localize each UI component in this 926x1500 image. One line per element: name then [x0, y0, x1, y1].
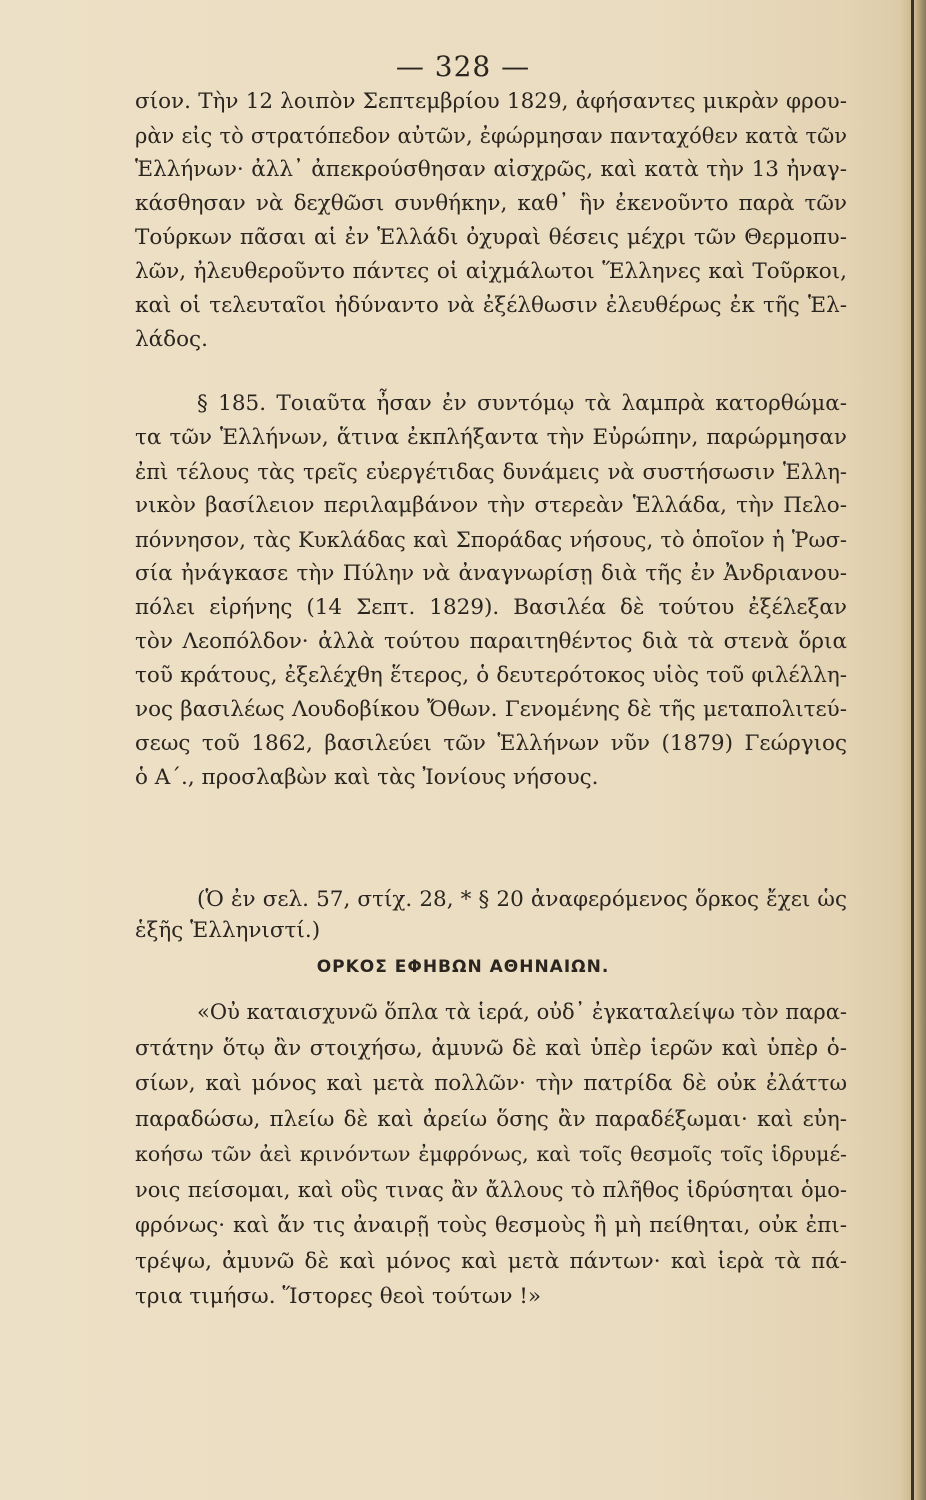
text-line: στάτην ὅτῳ ἂν στοιχήσω, ἀμυνῶ δὲ καὶ ὑπὲρ ἱερῶν καὶ ὑπὲρ ὁ- [135, 1035, 847, 1061]
text-line: Ἑλλήνων· ἀλλ᾽ ἀπεκρούσθησαν αἰσχρῶς, καὶ κατὰ τὴν 13 ἠναγ- [135, 157, 847, 182]
oath-text [135, 995, 847, 1315]
footnote [135, 884, 847, 946]
text-line: ἐπὶ τέλους τὰς τρεῖς εὐεργέτιδας δυνάμεις νὰ συστήσωσιν Ἑλλη- [135, 460, 847, 484]
text-line: τα τῶν Ἑλλήνων, ἅτινα ἐκπλήξαντα τὴν Εὐρώπην, παρώρμησαν [135, 425, 847, 450]
text-line: σία ἠνάγκασε τὴν Πύλην νὰ ἀναγνωρίσῃ διὰ τῆς ἐν Ἀνδριανου- [135, 561, 847, 586]
oath-heading: ΟΡΚΟΣ ΕΦΗΒΩΝ ΑΘΗΝΑΙΩΝ. [316, 957, 610, 977]
text-line: «Οὐ καταισχυνῶ ὅπλα τὰ ἱερά, οὐδ᾽ ἐγκαταλείψω τὸν παρα- [197, 1000, 847, 1024]
text-line: (Ὁ ἐν σελ. 57, στίχ. 28, * § 20 ἀναφερόμενος ὅρκος ἔχει ὡς [197, 887, 847, 912]
text-line: πόννησον, τὰς Κυκλάδας καὶ Σποράδας νήσους, τὸ ὁποῖον ἡ Ῥωσ- [135, 528, 847, 552]
text-line: κοήσω τῶν ἀεὶ κρινόντων ἐμφρόνως, καὶ τοῖς θεσμοῖς τοῖς ἱδρυμέ- [135, 1142, 847, 1166]
text-line: σεως τοῦ 1862, βασιλεύει τῶν Ἑλλήνων νῦν (1879) Γεώργιος [135, 731, 847, 756]
text-line: νοις πείσομαι, καὶ οὓς τινας ἂν ἄλλους τὸ πλῆθος ἱδρύσηται ὁμο- [135, 1177, 847, 1202]
page-number: — 328 — [395, 50, 531, 83]
text-line: φρόνως· καὶ ἄν τις ἀναιρῇ τοὺς θεσμοὺς ἢ μὴ πείθηται, οὐκ ἐπι- [135, 1213, 847, 1238]
text-line: τρέψω, ἀμυνῶ δὲ καὶ μόνος καὶ μετὰ πάντων· καὶ ἱερὰ τὰ πά- [135, 1248, 847, 1274]
text-line: λάδος. [135, 327, 208, 352]
text-line: κάσθησαν νὰ δεχθῶσι συνθήκην, καθ᾽ ἣν ἐκενοῦντο παρὰ τῶν [135, 191, 847, 216]
text-line: ρὰν εἰς τὸ στρατόπεδον αὐτῶν, ἐφώρμησαν πανταχόθεν κατὰ τῶν [135, 124, 847, 148]
text-line: λῶν, ἠλευθεροῦντο πάντες οἱ αἰχμάλωτοι Ἕλληνες καὶ Τοῦρκοι, [135, 259, 847, 284]
text-line: σίων, καὶ μόνος καὶ μετὰ πολλῶν· τὴν πατρίδα δὲ οὐκ ἐλάττω [135, 1071, 847, 1096]
text-line: τὸν Λεοπόλδον· ἀλλὰ τούτου παραιτηθέντος διὰ τὰ στενὰ ὅρια [135, 629, 847, 654]
text-line: ὁ Α΄., προσλαβὼν καὶ τὰς Ἰονίους νήσους. [135, 765, 599, 790]
text-line: πόλει εἰρήνης (14 Σεπτ. 1829). Βασιλέα δὲ τούτου ἐξέλεξαν [135, 595, 847, 620]
paragraph-1 [135, 85, 847, 357]
text-line: τρια τιμήσω. Ἵστορες θεοὶ τούτων !» [135, 1284, 542, 1309]
text-line: παραδώσω, πλείω δὲ καὶ ἀρείω ὅσης ἂν παραδέξωμαι· καὶ εὐη- [135, 1106, 847, 1132]
text-line: ἑξῆς Ἑλληνιστί.) [135, 918, 321, 943]
text-line: τοῦ κράτους, ἐξελέχθη ἕτερος, ὁ δευτερότοκος υἱὸς τοῦ φιλέλλη- [135, 663, 847, 688]
text-line: καὶ οἱ τελευταῖοι ἠδύναντο νὰ ἐξέλθωσιν ἐλευθέρως ἐκ τῆς Ἑλ- [135, 293, 847, 318]
text-line: νος βασιλέως Λουδοβίκου Ὄθων. Γενομένης δὲ τῆς μεταπολιτεύ- [135, 697, 847, 722]
text-line: Τούρκων πᾶσαι αἱ ἐν Ἑλλάδι ὀχυραὶ θέσεις μέχρι τῶν Θερμοπυ- [135, 225, 847, 250]
text-line: νικὸν βασίλειον περιλαμβάνον τὴν στερεὰν Ἑλλάδα, τὴν Πελο- [135, 493, 847, 518]
paragraph-2 [135, 387, 847, 795]
section-heading-line: § 185. Τοιαῦτα ἦσαν ἐν συντόμῳ τὰ λαμπρὰ κατορθώμα- [197, 391, 847, 416]
text-line: σίον. Τὴν 12 λοιπὸν Σεπτεμβρίου 1829, ἀφήσαντες μικρὰν φρου- [135, 89, 847, 114]
binding-line [911, 0, 914, 1500]
